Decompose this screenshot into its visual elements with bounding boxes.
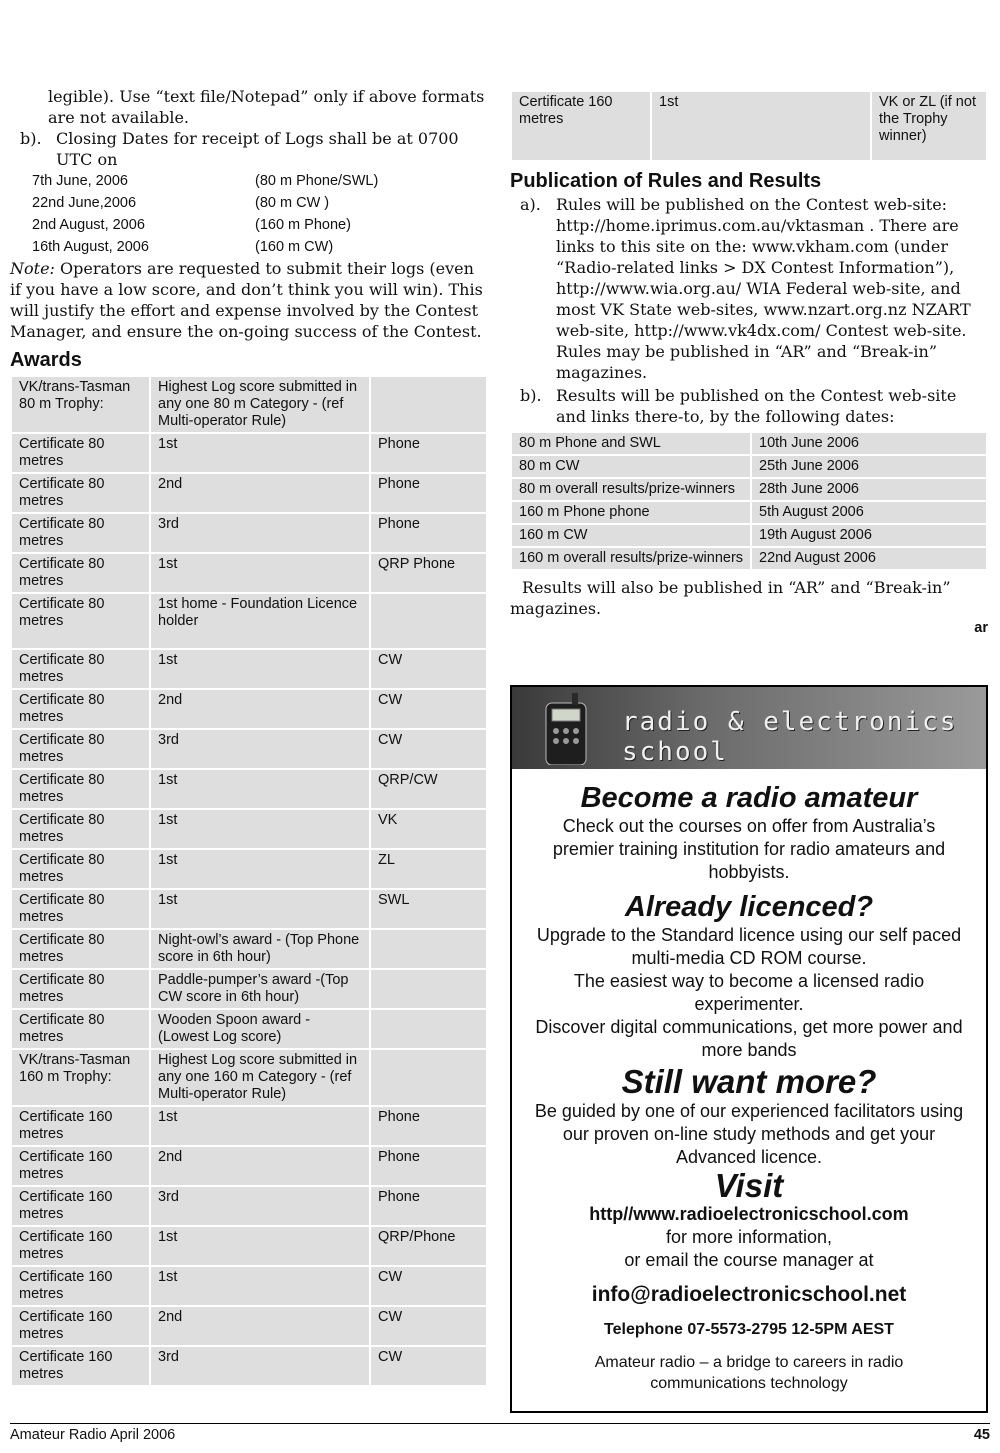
closing-date: 2nd August, 2006 xyxy=(32,217,145,233)
table-row xyxy=(11,929,487,969)
award-name-cell: Certificate 160 metres xyxy=(11,1106,150,1146)
award-place-cell: 1st xyxy=(150,1266,370,1306)
award-name-cell: Certificate 80 metres xyxy=(11,473,150,513)
result-item-cell: 160 m overall results/prize-winners xyxy=(511,547,751,570)
left-column xyxy=(10,86,488,1387)
table-row xyxy=(511,501,987,524)
table-row xyxy=(11,593,487,649)
award-place-cell: 1st home - Foundation Licence holder xyxy=(150,593,370,649)
closing-date: 7th June, 2006 xyxy=(32,173,128,189)
table-row xyxy=(11,969,487,1009)
table-row xyxy=(11,433,487,473)
award-category-cell: ZL xyxy=(370,849,487,889)
ad-more-info-text: for more information, xyxy=(665,1227,833,1247)
table-row xyxy=(11,1049,487,1106)
award-category-cell: CW xyxy=(370,1346,487,1386)
award-name-cell: Certificate 80 metres xyxy=(11,849,150,889)
ad-email-link[interactable]: info@radioelectronicschool.net xyxy=(591,1283,907,1306)
ad-guided-text: Be guided by one of our experienced facilitators using our proven on-line study methods and get your Advanced licence. xyxy=(534,1101,964,1167)
ad-telephone: Telephone 07-5573-2795 12-5PM AEST xyxy=(604,1321,894,1338)
item-marker: b). xyxy=(520,386,542,405)
continued-paragraph: legible). Use “text file/Notepad” only if above formats are not available. xyxy=(48,87,485,127)
award-category-cell: CW xyxy=(370,1306,487,1346)
award-category-cell: Phone xyxy=(370,1146,487,1186)
award-category-cell: SWL xyxy=(370,889,487,929)
note-label: Note: xyxy=(10,259,55,278)
ad-headline-visit: Visit xyxy=(714,1167,784,1204)
school-advertisement xyxy=(510,685,988,1413)
awards-heading: Awards xyxy=(10,349,82,371)
award-name-cell: Certificate 80 metres xyxy=(11,689,150,729)
table-row xyxy=(11,769,487,809)
result-date-cell: 25th June 2006 xyxy=(751,455,987,478)
award-name-cell: Certificate 80 metres xyxy=(11,433,150,473)
result-item-cell: 80 m CW xyxy=(511,455,751,478)
award-name-cell: Certificate 80 metres xyxy=(11,889,150,929)
award-name-cell: Certificate 80 metres xyxy=(11,809,150,849)
ad-email-intro-text: or email the course manager at xyxy=(624,1250,874,1270)
award-category-cell: CW xyxy=(370,649,487,689)
results-dates-table xyxy=(510,431,988,571)
award-name-cell: Certificate 80 metres xyxy=(11,1009,150,1049)
note-text: Operators are requested to submit their logs (even if you have a low score, and don’t think you will win). This will justify the effort and expense involved by the Contest Manager, and ensure the on-going success of the Contest. xyxy=(10,259,483,341)
item-marker: a). xyxy=(520,195,541,214)
award-place-cell: Paddle-pumper’s award -(Top CW score in 6th hour) xyxy=(150,969,370,1009)
result-date-cell: 10th June 2006 xyxy=(751,432,987,455)
table-row xyxy=(11,1346,487,1386)
award-name-cell: Certificate 80 metres xyxy=(11,929,150,969)
award-place-cell: 1st xyxy=(150,1106,370,1146)
award-category-cell: VK or ZL (if not the Trophy winner) xyxy=(871,91,987,161)
table-row xyxy=(11,649,487,689)
note-paragraph xyxy=(10,258,488,342)
closing-date-category: (160 m CW) xyxy=(255,239,334,255)
award-name-cell: Certificate 160 metres xyxy=(511,91,651,161)
table-row xyxy=(511,478,987,501)
award-name-cell: Certificate 80 metres xyxy=(11,769,150,809)
table-row xyxy=(11,1009,487,1049)
award-place-cell: 1st xyxy=(150,849,370,889)
ad-headline-licenced: Already licenced? xyxy=(624,891,874,923)
award-place-cell: 3rd xyxy=(150,1346,370,1386)
award-category-cell xyxy=(370,1009,487,1049)
award-name-cell: Certificate 160 metres xyxy=(11,1186,150,1226)
result-item-cell: 160 m Phone phone xyxy=(511,501,751,524)
ad-courses-text: Check out the courses on offer from Australia’s premier training institution for radio amateurs and hobbyists. xyxy=(552,816,946,882)
rule-a-item xyxy=(510,194,988,383)
award-place-cell: 3rd xyxy=(150,513,370,553)
result-date-cell: 22nd August 2006 xyxy=(751,547,987,570)
award-place-cell: 1st xyxy=(150,649,370,689)
award-name-cell: Certificate 80 metres xyxy=(11,969,150,1009)
closing-date-category: (80 m Phone/SWL) xyxy=(255,173,379,189)
award-place-cell: 2nd xyxy=(150,1146,370,1186)
result-date-cell: 19th August 2006 xyxy=(751,524,987,547)
table-row xyxy=(511,547,987,570)
ad-website-link[interactable]: http//www.radioelectronicschool.com xyxy=(589,1204,909,1224)
table-row xyxy=(11,809,487,849)
award-name-cell: Certificate 160 metres xyxy=(11,1306,150,1346)
award-category-cell xyxy=(370,1049,487,1106)
award-place-cell: Night-owl’s award - (Top Phone score in 6th hour) xyxy=(150,929,370,969)
award-category-cell: VK xyxy=(370,809,487,849)
ad-upgrade-text: Upgrade to the Standard licence using our self paced multi-media CD ROM course. xyxy=(536,925,962,968)
award-place-cell: 3rd xyxy=(150,1186,370,1226)
award-category-cell: CW xyxy=(370,1266,487,1306)
awards-table xyxy=(10,375,488,1387)
award-place-cell: 2nd xyxy=(150,1306,370,1346)
table-row xyxy=(11,553,487,593)
table-row xyxy=(11,849,487,889)
award-category-cell: Phone xyxy=(370,513,487,553)
award-place-cell: 1st xyxy=(150,889,370,929)
item-marker: b). xyxy=(20,129,42,148)
table-row xyxy=(11,889,487,929)
award-category-cell xyxy=(370,593,487,649)
result-item-cell: 80 m Phone and SWL xyxy=(511,432,751,455)
award-place-cell: 2nd xyxy=(150,473,370,513)
award-name-cell: Certificate 160 metres xyxy=(11,1226,150,1266)
table-row xyxy=(11,1106,487,1146)
award-name-cell: Certificate 80 metres xyxy=(11,513,150,553)
award-name-cell: VK/trans-Tasman 160 m Trophy: xyxy=(11,1049,150,1106)
award-place-cell: 2nd xyxy=(150,689,370,729)
award-name-cell: Certificate 80 metres xyxy=(11,593,150,649)
footer-rule xyxy=(10,1423,990,1424)
award-place-cell: 1st xyxy=(651,91,871,161)
award-category-cell: Phone xyxy=(370,1186,487,1226)
award-category-cell: QRP Phone xyxy=(370,553,487,593)
result-date-cell: 28th June 2006 xyxy=(751,478,987,501)
result-item-cell: 160 m CW xyxy=(511,524,751,547)
table-row xyxy=(511,524,987,547)
award-category-cell xyxy=(370,969,487,1009)
table-row xyxy=(511,91,987,161)
award-name-cell: Certificate 80 metres xyxy=(11,729,150,769)
award-category-cell: Phone xyxy=(370,433,487,473)
closing-date-category: (160 m Phone) xyxy=(255,217,351,233)
publication-heading: Publication of Rules and Results xyxy=(510,170,822,192)
footer-publication: Amateur Radio April 2006 xyxy=(10,1427,176,1443)
award-place-cell: Highest Log score submitted in any one 80 m Category - (ref Multi-operator Rule) xyxy=(150,376,370,433)
closing-dates-text: Closing Dates for receipt of Logs shall be at 0700 UTC on xyxy=(56,129,459,169)
ad-easiest-text: The easiest way to become a licensed radio experimenter. xyxy=(573,971,925,1014)
award-place-cell: 1st xyxy=(150,769,370,809)
closing-date-category: (80 m CW ) xyxy=(255,195,330,211)
table-row xyxy=(11,376,487,433)
ad-headline-more: Still want more? xyxy=(621,1063,877,1100)
rule-a-text: Rules will be published on the Contest web-site: http://home.iprimus.com.au/vktasman . There are links to this site on the: www.vkham.com (under “Radio-related links > DX Contest Information”), http://www.wia.org.au/ WIA Federal web-site, and most VK State web-sites, www.nzart.org.nz NZART web-site, http://www.vk4dx.com/ Contest web-site. Rules may be published in “AR” and “Break-in” magazines. xyxy=(556,195,971,382)
table-row xyxy=(11,1226,487,1266)
results-note: Results will also be published in “AR” and “Break-in” magazines. xyxy=(510,578,951,618)
table-row xyxy=(11,513,487,553)
award-name-cell: Certificate 160 metres xyxy=(11,1146,150,1186)
award-category-cell: QRP/CW xyxy=(370,769,487,809)
ar-mark: ar xyxy=(974,620,988,636)
rule-b-item xyxy=(510,385,988,427)
right-column xyxy=(510,90,988,636)
award-name-cell: VK/trans-Tasman 80 m Trophy: xyxy=(11,376,150,433)
closing-date-row xyxy=(32,170,488,192)
award-category-cell: Phone xyxy=(370,1106,487,1146)
table-row xyxy=(511,432,987,455)
table-row xyxy=(11,1186,487,1226)
table-row xyxy=(11,689,487,729)
award-category-cell: Phone xyxy=(370,473,487,513)
ad-body xyxy=(512,781,986,1394)
award-category-cell xyxy=(370,376,487,433)
page-number: 45 xyxy=(973,1427,990,1443)
award-place-cell: 1st xyxy=(150,1226,370,1266)
ad-digital-text: Discover digital communications, get more power and more bands xyxy=(535,1017,963,1060)
result-date-cell: 5th August 2006 xyxy=(751,501,987,524)
closing-date-row xyxy=(32,192,488,214)
award-name-cell: Certificate 80 metres xyxy=(11,649,150,689)
closing-date: 22nd June,2006 xyxy=(32,195,137,211)
ad-banner-title: radio & electronics school xyxy=(622,707,958,767)
award-category-cell: QRP/Phone xyxy=(370,1226,487,1266)
closing-date-row xyxy=(32,214,488,236)
award-category-cell: CW xyxy=(370,689,487,729)
closing-date-row xyxy=(32,236,488,258)
table-row xyxy=(11,1266,487,1306)
table-row xyxy=(11,729,487,769)
table-row xyxy=(11,1146,487,1186)
table-row xyxy=(11,1306,487,1346)
awards-table-continued xyxy=(510,90,988,162)
table-row xyxy=(511,455,987,478)
ad-banner xyxy=(512,687,986,769)
ad-tagline: Amateur radio – a bridge to careers in radio communications technology xyxy=(594,1354,904,1392)
closing-date: 16th August, 2006 xyxy=(32,239,149,255)
award-name-cell: Certificate 160 metres xyxy=(11,1346,150,1386)
award-name-cell: Certificate 160 metres xyxy=(11,1266,150,1306)
award-place-cell: Wooden Spoon award - (Lowest Log score) xyxy=(150,1009,370,1049)
closing-dates-list xyxy=(10,170,488,258)
closing-dates-item xyxy=(10,128,488,170)
award-place-cell: 1st xyxy=(150,809,370,849)
award-place-cell: 1st xyxy=(150,553,370,593)
table-row xyxy=(11,473,487,513)
ad-headline-become: Become a radio amateur xyxy=(580,782,918,814)
award-name-cell: Certificate 80 metres xyxy=(11,553,150,593)
award-category-cell: CW xyxy=(370,729,487,769)
award-place-cell: 3rd xyxy=(150,729,370,769)
result-item-cell: 80 m overall results/prize-winners xyxy=(511,478,751,501)
handheld-radio-icon xyxy=(532,693,604,765)
rule-b-text: Results will be published on the Contest web-site and links there-to, by the following dates: xyxy=(556,386,957,426)
award-category-cell xyxy=(370,929,487,969)
award-place-cell: 1st xyxy=(150,433,370,473)
award-place-cell: Highest Log score submitted in any one 160 m Category - (ref Multi-operator Rule) xyxy=(150,1049,370,1106)
